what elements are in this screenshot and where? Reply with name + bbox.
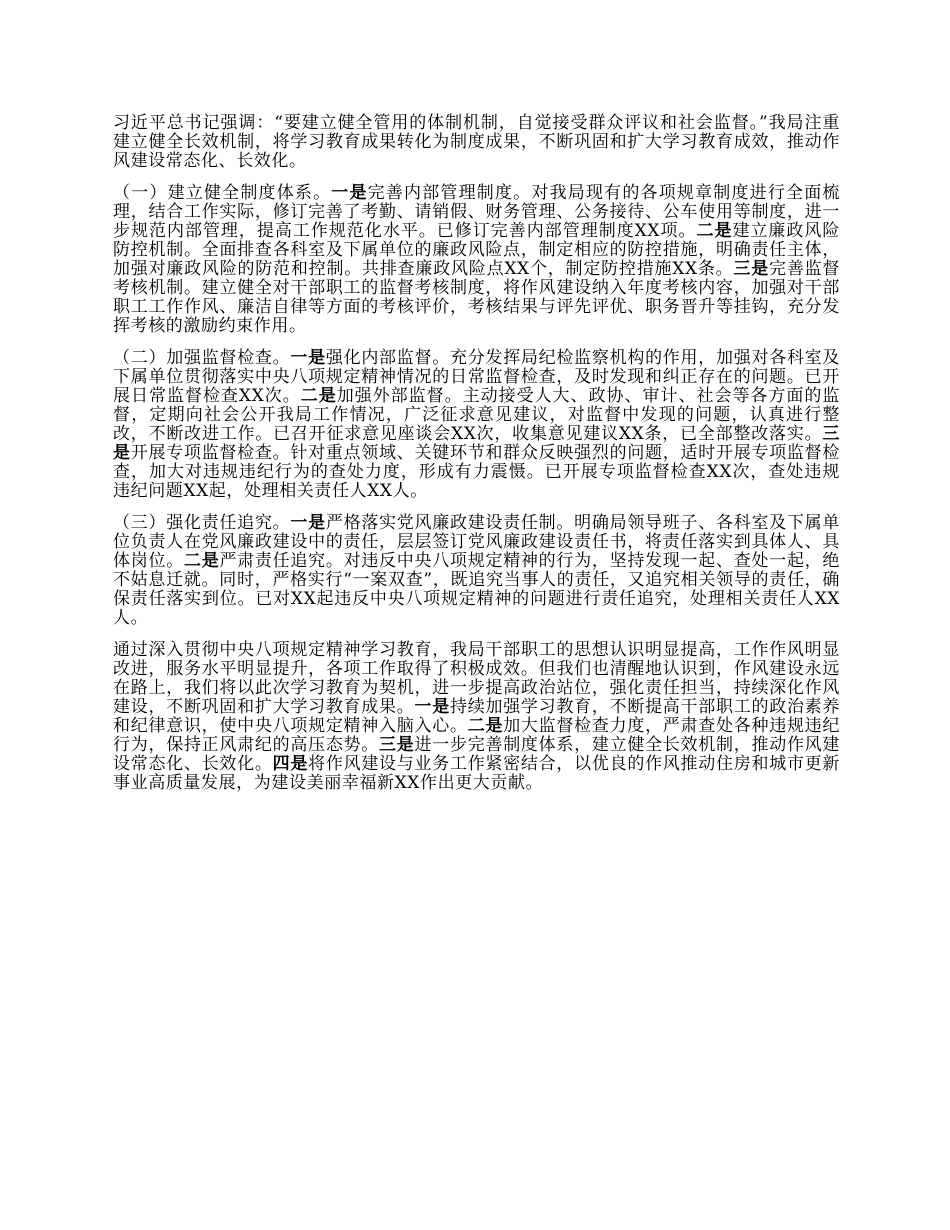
section-heading: （一）建立健全制度体系。 (113, 183, 332, 203)
point-marker: 三是 (379, 735, 415, 755)
point-marker: 二是 (696, 221, 733, 241)
section-3-paragraph (113, 514, 840, 628)
text-segment: 通过深入贯彻中央八项规定精神学习教育，我局干部职工的思想认识明显提高，工作作风明显改进，服务水平明显提升，各项工作取得了积极成效。但我们也清醒地认识到，作风建设永远在路上，我们将以此次学习教育为契机，进一步提高政治站位，强化责任担当，持续深化作风建设，不断巩固和扩大学习教育成果。 (113, 640, 840, 717)
point-marker: 一是 (331, 183, 368, 203)
text-segment: 强化内部监督。充分发挥局纪检监察机构的作用，加强对各科室及下属单位贯彻落实中央八项规定精神情况的日常监督检查，及时发现和纠正存在的问题。已开展日常监督检查XX次。 (113, 348, 841, 406)
point-marker: 三是 (113, 424, 840, 463)
text-segment: 习近平总书记强调：“要建立健全管用的体制机制，自觉接受群众评议和社会监督。”我局注重建立健全长效机制，将学习教育成果转化为制度成果，不断巩固和扩大学习教育成效，推动作风建设常态化、长效化。 (113, 113, 840, 171)
point-marker: 二是 (300, 386, 337, 406)
text-segment: 严肃责任追究。对违反中央八项规定精神的行为，坚持发现一起、查处一起，绝不姑息迁就。同时，严格实行“一案双查”，既追究当事人的责任，又追究相关领导的责任，确保责任落实到位。已对XX起违反中央八项规定精神的问题进行责任追究，处理相关责任人XX人。 (113, 551, 841, 628)
text-segment: 建立廉政风险防控机制。全面排查各科室及下属单位的廉政风险点，制定相应的防控措施，明确责任主体，加强对廉政风险的防范和控制。共排查廉政风险点XX个，制定防控措施XX条。 (113, 221, 840, 279)
point-marker: 二是 (467, 716, 504, 736)
section-1-paragraph (113, 184, 840, 336)
text-segment: 开展专项监督检查。针对重点领域、关键环节和群众反映强烈的问题，适时开展专项监督检查，加大对违规违纪行为的查处力度，形成有力震慑。已开展专项监督检查XX次，查处违规违纪问题XX起，处理相关责任人XX人。 (113, 443, 841, 501)
text-segment: 将作风建设与业务工作紧密结合，以优良的作风推动住房和城市更新事业高质量发展，为建设美丽幸福新XX作出更大贡献。 (113, 754, 841, 793)
point-marker: 三是 (733, 259, 770, 279)
section-heading: （二）加强监督检查。 (113, 348, 291, 368)
text-segment: 完善内部管理制度。对我局现有的各项规章制度进行全面梳理，结合工作实际，修订完善了考勤、请销假、财务管理、公务接待、公车使用等制度，进一步规范内部管理，提高工作规范化水平。已修订完善内部管理制度XX项。 (113, 183, 841, 241)
text-segment: 加强外部监督。主动接受人大、政协、审计、社会等各方面的监督，定期向社会公开我局工作情况，广泛征求意见建议，对监督中发现的问题，认真进行整改，不断改进工作。已召开征求意见座谈会XX次，收集意见建议XX条，已全部整改落实。 (113, 386, 840, 444)
conclusion-paragraph (113, 641, 840, 793)
point-marker: 一是 (414, 697, 450, 717)
section-2-paragraph (113, 349, 840, 501)
point-marker: 四是 (272, 754, 309, 774)
intro-paragraph (113, 114, 840, 171)
point-marker: 二是 (183, 551, 220, 571)
point-marker: 一是 (290, 513, 326, 533)
text-segment: 严格落实党风廉政建设责任制。明确局领导班子、各科室及下属单位负责人在党风廉政建设中的责任，层层签订党风廉政建设责任书，将责任落实到具体人、具体岗位。 (113, 513, 841, 571)
point-marker: 一是 (290, 348, 326, 368)
text-segment: 持续加强学习教育，不断提高干部职工的政治素养和纪律意识，使中央八项规定精神入脑入心。 (113, 697, 841, 736)
text-segment: 加大监督检查力度，严肃查处各种违规违纪行为，保持正风肃纪的高压态势。 (113, 716, 841, 755)
document-page (113, 114, 840, 806)
section-heading: （三）强化责任追究。 (113, 513, 291, 533)
text-segment: 完善监督考核机制。建立健全对干部职工的监督考核制度，将作风建设纳入年度考核内容，加强对干部职工工作作风、廉洁自律等方面的考核评价，考核结果与评先评优、职务晋升等挂钩，充分发挥考核的激励约束作用。 (113, 259, 840, 336)
text-segment: 进一步完善制度体系，建立健全长效机制，推动作风建设常态化、长效化。 (113, 735, 841, 774)
